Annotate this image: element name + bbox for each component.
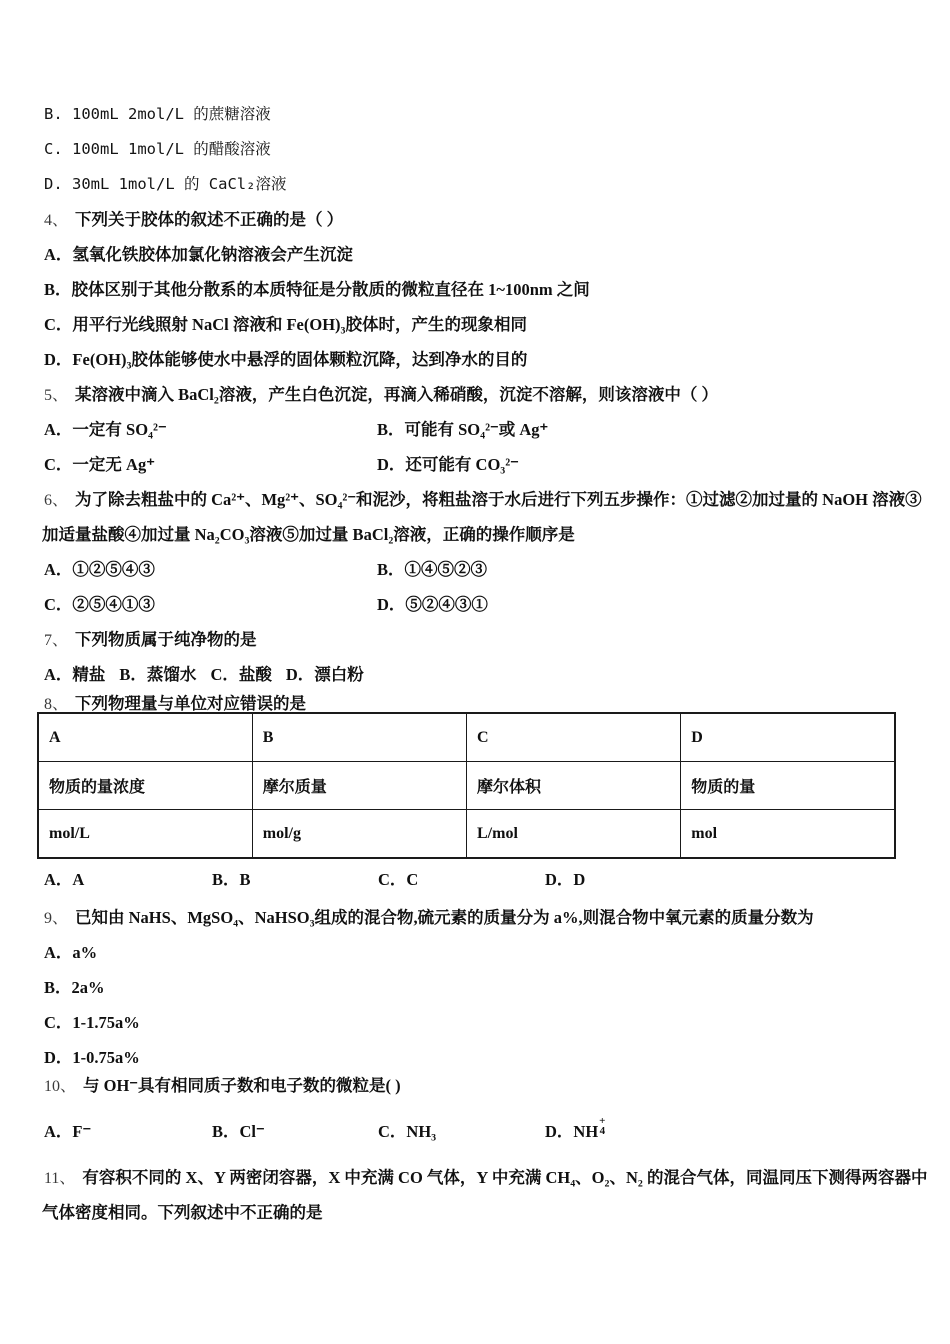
question-5-option-d: D．还可能有 CO₃²⁻ <box>377 455 519 474</box>
prev-question-option-c: C. 100mL 1mol/L 的醋酸溶液 <box>44 140 271 158</box>
question-7 <box>0 622 950 657</box>
table-unit-row <box>38 810 895 859</box>
question-5 <box>0 377 950 412</box>
question-8-table <box>37 712 896 859</box>
question-7-option-c: C．盐酸 <box>210 665 272 684</box>
question-10-text: 与 OH⁻具有相同质子数和电子数的微粒是( ) <box>83 1076 401 1095</box>
table-quantity-row <box>38 762 895 810</box>
question-8-option-d: D．D <box>545 870 586 889</box>
question-7-option-b: B．蒸馏水 <box>119 665 197 684</box>
question-5-option-a: A．一定有 SO₄²⁻ <box>44 420 167 439</box>
question-5-options-row-1 <box>0 412 950 447</box>
question-9-option-c: C．1-1.75a% <box>44 1013 140 1032</box>
table-cell-quantity-d: 物质的量 <box>681 762 895 810</box>
question-10-number: 10、 <box>44 1078 77 1095</box>
question-6-option-d: D．⑤②④③① <box>377 595 488 614</box>
question-8-number: 8、 <box>44 696 69 713</box>
question-6-options-row-2 <box>0 587 950 622</box>
question-10 <box>0 1068 950 1103</box>
table-cell-unit-c: L/mol <box>467 810 681 859</box>
table-cell-header-a: A <box>38 713 252 762</box>
question-8-option-c: C．C <box>378 870 419 889</box>
question-5-option-b: B．可能有 SO₄²⁻或 Ag⁺ <box>377 420 549 439</box>
question-4-text: 下列关于胶体的叙述不正确的是（ ） <box>75 210 344 229</box>
table-cell-unit-a: mol/L <box>38 810 252 859</box>
nh4-superscript-plus: + <box>599 1115 606 1128</box>
question-6-options-row-1 <box>0 552 950 587</box>
question-5-number: 5、 <box>44 387 69 404</box>
table-cell-header-c: C <box>467 713 681 762</box>
question-4 <box>0 202 950 237</box>
question-4-option-c: C．用平行光线照射 NaCl 溶液和 Fe(OH)₃胶体时，产生的现象相同 <box>44 315 527 334</box>
question-9-option-a: A．a% <box>44 943 98 962</box>
question-10-option-c: C．NH₃ <box>378 1122 437 1141</box>
table-cell-header-d: D <box>681 713 895 762</box>
question-8-options-row <box>0 862 950 897</box>
question-5-text: 某溶液中滴入 BaCl₂溶液，产生白色沉淀，再滴入稀硝酸，沉淀不溶解，则该溶液中（ ） <box>75 385 718 404</box>
nh4-subscript-four: 4 <box>599 1125 606 1138</box>
question-11 <box>0 1160 950 1195</box>
question-11-text-line2: 气体密度相同。下列叙述中不正确的是 <box>42 1203 323 1222</box>
question-8-option-a: A．A <box>44 870 85 889</box>
question-9-text: 已知由 NaHS、MgSO₄、NaHSO₃组成的混合物,硫元素的质量分为 a%,则混合物中氧元素的质量分数为 <box>75 908 814 927</box>
question-6-text-line1: 为了除去粗盐中的 Ca²⁺、Mg²⁺、SO₄²⁻和泥沙，将粗盐溶于水后进行下列五步操作：①过滤②加过量的 NaOH 溶液③ <box>75 490 922 509</box>
question-11-number: 11、 <box>44 1170 76 1187</box>
question-6-text-line2: 加适量盐酸④加过量 Na₂CO₃溶液⑤加过量 BaCl₂溶液，正确的操作顺序是 <box>42 525 575 544</box>
question-9-number: 9、 <box>44 910 69 927</box>
question-9-option-b: B．2a% <box>44 978 105 997</box>
question-6-option-c: C．②⑤④①③ <box>44 595 155 614</box>
question-4-option-b: B．胶体区别于其他分散系的本质特征是分散质的微粒直径在 1~100nm 之间 <box>44 280 590 299</box>
question-6-option-a: A．①②⑤④③ <box>44 560 155 579</box>
table-cell-quantity-c: 摩尔体积 <box>467 762 681 810</box>
table-cell-unit-d: mol <box>681 810 895 859</box>
table-cell-quantity-b: 摩尔质量 <box>252 762 466 810</box>
question-5-options-row-2 <box>0 447 950 482</box>
question-4-option-d: D．Fe(OH)₃胶体能够使水中悬浮的固体颗粒沉降，达到净水的目的 <box>44 350 528 369</box>
question-10-options-row <box>0 1114 950 1149</box>
prev-question-option-d: D. 30mL 1mol/L 的 CaCl₂溶液 <box>44 175 287 193</box>
question-7-text: 下列物质属于纯净物的是 <box>75 630 257 649</box>
question-7-option-d: D．漂白粉 <box>285 665 364 684</box>
question-6-option-b: B．①④⑤②③ <box>377 560 488 579</box>
question-10-option-d-label: D．NH <box>545 1122 599 1141</box>
question-10-option-d <box>545 1115 606 1141</box>
question-5-option-c: C．一定无 Ag⁺ <box>44 455 155 474</box>
question-10-option-a: A．F⁻ <box>44 1122 92 1141</box>
question-10-option-b: B．Cl⁻ <box>212 1122 265 1141</box>
question-7-number: 7、 <box>44 632 69 649</box>
prev-question-option-b: B. 100mL 2mol/L 的蔗糖溶液 <box>44 105 271 123</box>
question-8-option-b: B．B <box>212 870 251 889</box>
question-8-text: 下列物理量与单位对应错误的是 <box>75 694 307 713</box>
question-10-option-d-charge <box>599 1116 605 1136</box>
table-cell-unit-b: mol/g <box>252 810 466 859</box>
question-7-option-a: A．精盐 <box>44 665 106 684</box>
question-9 <box>0 900 950 935</box>
question-4-option-a: A．氢氧化铁胶体加氯化钠溶液会产生沉淀 <box>44 245 353 264</box>
question-6-number: 6、 <box>44 492 69 509</box>
question-4-number: 4、 <box>44 212 69 229</box>
question-11-text-line1: 有容积不同的 X、Y 两密闭容器，X 中充满 CO 气体，Y 中充满 CH₄、O₂、N₂ 的混合气体，同温同压下测得两容器中 <box>82 1168 928 1187</box>
question-9-option-d: D．1-0.75a% <box>44 1048 140 1067</box>
table-cell-quantity-a: 物质的量浓度 <box>38 762 252 810</box>
table-cell-header-b: B <box>252 713 466 762</box>
question-6 <box>0 482 950 517</box>
